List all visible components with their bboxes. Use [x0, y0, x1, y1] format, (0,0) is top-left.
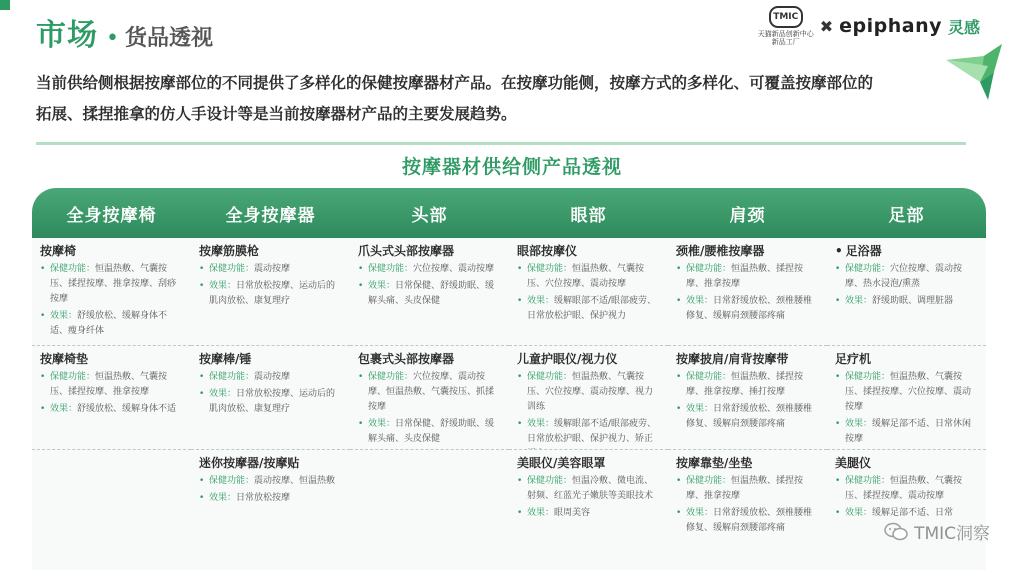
attribute-key: 效果： [209, 493, 237, 503]
product-name [835, 242, 978, 259]
linggan-logo: 灵感 [947, 17, 980, 37]
attribute-value: 日常舒缓放松、颈椎腰椎修复、缓解肩颈腰部疼痛 [686, 296, 813, 321]
attribute-key: 保健功能： [686, 264, 732, 274]
product-attribute [40, 402, 183, 417]
attribute-value: 日常舒缓放松、颈椎腰椎修复、缓解肩颈腰部疼痛 [686, 508, 813, 533]
tmic-logo-line1: 天猫新品创新中心 [757, 30, 814, 38]
tmic-logo-line2: 新品工厂 [771, 38, 800, 46]
table-cell [827, 238, 986, 346]
epiphany-logo: epiphany [839, 15, 942, 37]
product-attribute [358, 370, 501, 415]
product-attribute [199, 474, 342, 489]
attribute-value: 舒缓放松、缓解身体不适、瘦身纤体 [50, 311, 168, 336]
intro-line-2: 拓展、揉捏推拿的仿人手设计等是当前按摩器材产品的主要发展趋势。 [36, 105, 517, 123]
attribute-value: 缓解眼部不适/眼部疲劳、日常放松护眼、保护视力、矫正 [527, 419, 657, 444]
product-name-text: 足浴器 [845, 244, 882, 258]
attribute-value: 日常保健、舒缓助眠、缓解头痛、头皮保健 [368, 281, 495, 306]
attribute-key: 保健功能： [527, 264, 573, 274]
product-name [676, 350, 819, 367]
attribute-key: 效果： [845, 296, 873, 306]
page-title [36, 10, 213, 54]
product-attribute [835, 417, 978, 447]
product-name [517, 242, 660, 259]
product-attribute [517, 294, 660, 324]
attribute-value: 恒温热敷、气囊按压、揉捏按摩、推拿按摩 [50, 372, 168, 397]
attribute-key: 效果： [368, 281, 396, 291]
attribute-key: 效果： [686, 296, 714, 306]
product-attribute [517, 370, 660, 415]
product-attribute [358, 262, 501, 277]
table-cell [350, 450, 509, 570]
attribute-value: 恒温热敷、气囊按压、穴位按摩、震动按摩、视力训练 [527, 372, 654, 412]
attribute-value: 恒温冷敷、微电流、射频、红蓝光子嫩肤等美眼技术 [527, 476, 654, 501]
product-attribute [676, 294, 819, 324]
attribute-value: 恒温热敷、揉捏按摩、推拿按摩、捶打按摩 [686, 372, 804, 397]
product-name-text: 按摩椅 [40, 244, 77, 258]
attribute-key: 保健功能： [209, 476, 255, 486]
intro-summary [36, 66, 966, 145]
attribute-value: 舒缓放松、缓解身体不适 [77, 404, 177, 414]
attribute-key: 保健功能： [209, 372, 255, 382]
product-attribute [676, 402, 819, 432]
product-name-text: 迷你按摩器/按摩贴 [199, 456, 300, 470]
product-name [517, 350, 660, 367]
page-title-main: 市场 [36, 18, 98, 53]
attribute-key: 效果： [527, 419, 555, 429]
attribute-value: 恒温热敷、揉捏按摩、推拿按摩 [686, 264, 804, 289]
header-eye: 眼部 [570, 205, 607, 226]
attribute-key: 效果： [845, 508, 873, 518]
product-attribute [40, 309, 183, 339]
attribute-value: 日常舒缓放松、颈椎腰椎修复、缓解肩颈腰部疼痛 [686, 404, 813, 429]
attribute-value: 震动按摩 [254, 372, 291, 382]
product-bullet: • [835, 244, 843, 258]
attribute-value: 缓解足部不适、日常休闲按摩 [845, 419, 972, 444]
attribute-key: 效果： [686, 508, 714, 518]
product-name-text: 按摩椅垫 [40, 352, 89, 366]
attribute-key: 保健功能： [368, 264, 414, 274]
product-attribute [358, 279, 501, 309]
table-cell [191, 346, 350, 450]
product-name-text: 眼部按摩仪 [517, 244, 578, 258]
product-attribute [676, 474, 819, 504]
product-name [40, 350, 183, 367]
wechat-icon [884, 522, 908, 542]
product-attribute [676, 506, 819, 536]
product-attribute [835, 370, 978, 415]
product-name-text: 颈椎/腰椎按摩器 [676, 244, 765, 258]
header-foot: 足部 [888, 205, 925, 226]
attribute-value: 日常放松按摩、运动后的肌肉放松、康复理疗 [209, 389, 336, 414]
table-header [32, 188, 986, 238]
attribute-key: 保健功能： [845, 372, 891, 382]
attribute-value: 震动按摩 [254, 264, 291, 274]
product-name [199, 242, 342, 259]
product-name [199, 350, 342, 367]
attribute-key: 保健功能： [209, 264, 255, 274]
attribute-key: 效果： [50, 311, 78, 321]
attribute-value: 日常放松按摩、运动后的肌肉放松、康复理疗 [209, 281, 336, 306]
product-attribute [835, 294, 978, 309]
attribute-value: 恒温热敷、气囊按压、揉捏按摩、推拿按摩、刮痧按摩 [50, 264, 177, 304]
attribute-key: 保健功能： [50, 372, 96, 382]
product-attribute [835, 474, 978, 504]
table-cell [668, 450, 827, 570]
product-attribute [199, 491, 342, 506]
attribute-key: 保健功能： [845, 264, 891, 274]
attribute-key: 保健功能： [686, 476, 732, 486]
intro-line-1: 当前供给侧根据按摩部位的不同提供了多样化的保健按摩器材产品。在按摩功能侧，按摩方式的多样化、可覆盖按摩部位的 [36, 74, 874, 92]
attribute-key: 保健功能： [845, 476, 891, 486]
attribute-key: 保健功能： [686, 372, 732, 382]
product-name-text: 儿童护眼仪/视力仪 [517, 352, 618, 366]
table-cell [509, 238, 668, 346]
table-cell [827, 346, 986, 450]
product-name [676, 454, 819, 471]
product-name-text: 按摩披肩/肩背按摩带 [676, 352, 789, 366]
product-name [835, 454, 978, 471]
watermark-text: TMIC洞察 [914, 524, 990, 544]
attribute-key: 效果： [527, 296, 555, 306]
table-cell [350, 346, 509, 450]
header-full-body-chair: 全身按摩椅 [66, 205, 157, 226]
product-name [358, 242, 501, 259]
section-title: 按摩器材供给侧产品透视 [401, 156, 622, 178]
product-name [835, 350, 978, 367]
attribute-value: 穴位按摩、震动按摩 [413, 264, 495, 274]
product-attribute [517, 417, 660, 450]
attribute-key: 保健功能： [527, 372, 573, 382]
product-attribute [199, 262, 342, 277]
product-name [517, 454, 660, 471]
attribute-value: 震动按摩、恒温热敷 [254, 476, 336, 486]
attribute-value: 恒温热敷、气囊按压、穴位按摩、震动按摩 [527, 264, 645, 289]
attribute-key: 保健功能： [368, 372, 414, 382]
attribute-value: 恒温热敷、气囊按压、揉捏按摩、震动按摩 [845, 476, 963, 501]
attribute-value: 恒温热敷、气囊按压、揉捏按摩、穴位按摩、震动按摩 [845, 372, 972, 412]
attribute-key: 效果： [368, 419, 396, 429]
table-cell [827, 450, 986, 570]
table-cell [191, 238, 350, 346]
header-neck-shoulder: 肩颈 [729, 205, 766, 226]
product-name [199, 454, 342, 471]
tmic-logo-text [758, 30, 814, 46]
product-attribute [199, 279, 342, 309]
table-cell [350, 238, 509, 346]
product-attribute [517, 506, 660, 521]
product-attribute [835, 262, 978, 292]
attribute-value: 舒缓助眠、调理脏器 [872, 296, 954, 306]
attribute-value: 缓解足部不适、日常 [872, 508, 954, 518]
tmic-logo [758, 6, 814, 46]
table-cell [668, 238, 827, 346]
product-attribute [40, 370, 183, 400]
product-attribute [676, 262, 819, 292]
product-attribute [40, 262, 183, 307]
product-attribute [676, 370, 819, 400]
page-title-sub: 货品透视 [124, 26, 213, 51]
product-table [32, 188, 986, 570]
product-name-text: 美眼仪/美容眼罩 [517, 456, 606, 470]
product-name-text: 包裹式头部按摩器 [358, 352, 455, 366]
attribute-key: 效果： [845, 419, 873, 429]
attribute-value: 恒温热敷、揉捏按摩、推拿按摩 [686, 476, 804, 501]
attribute-key: 效果： [50, 404, 78, 414]
attribute-key: 效果： [527, 508, 555, 518]
attribute-key: 保健功能： [527, 476, 573, 486]
product-attribute [517, 474, 660, 504]
attribute-key: 效果： [209, 389, 237, 399]
product-attribute [199, 370, 342, 385]
table-cell [509, 346, 668, 450]
product-name [676, 242, 819, 259]
product-name-text: 爪头式头部按摩器 [358, 244, 455, 258]
tmic-logo-icon: TMIC [769, 6, 803, 28]
product-name-text: 按摩靠垫/坐垫 [676, 456, 753, 470]
attribute-value: 穴位按摩、震动按摩、热水浸泡/熏蒸 [845, 264, 963, 289]
header-full-body-device: 全身按摩器 [225, 205, 316, 226]
attribute-value: 穴位按摩、震动按摩、恒温热敷、气囊按压、抓揉按摩 [368, 372, 495, 412]
corner-accent [0, 0, 10, 10]
wechat-watermark [884, 519, 990, 544]
product-attribute [199, 387, 342, 417]
product-name-text: 足疗机 [835, 352, 872, 366]
product-attribute [358, 417, 501, 447]
collab-x-icon: ✖ [819, 16, 834, 36]
table-cell [668, 346, 827, 450]
attribute-value: 日常放松按摩 [236, 493, 291, 503]
product-name-text: 按摩棒/锤 [199, 352, 252, 366]
attribute-key: 保健功能： [50, 264, 96, 274]
product-name-text: 美腿仪 [835, 456, 872, 470]
product-name [358, 350, 501, 367]
table-cell [509, 450, 668, 570]
attribute-value: 日常保健、舒缓助眠、缓解头痛、头皮保健 [368, 419, 495, 444]
table-body [32, 238, 986, 570]
table-cell [32, 450, 191, 570]
product-attribute [517, 262, 660, 292]
attribute-value: 眼周美容 [554, 508, 591, 518]
attribute-value: 缓解眼部不适/眼部疲劳、日常放松护眼、保护视力 [527, 296, 657, 321]
product-name [40, 242, 183, 259]
attribute-key: 效果： [686, 404, 714, 414]
attribute-key: 效果： [209, 281, 237, 291]
title-separator: • [106, 26, 119, 51]
product-name-text: 按摩筋膜枪 [199, 244, 260, 258]
header-head: 头部 [411, 205, 448, 226]
logo-group [758, 6, 980, 46]
table-cell [191, 450, 350, 570]
table-cell [32, 346, 191, 450]
table-cell [32, 238, 191, 346]
